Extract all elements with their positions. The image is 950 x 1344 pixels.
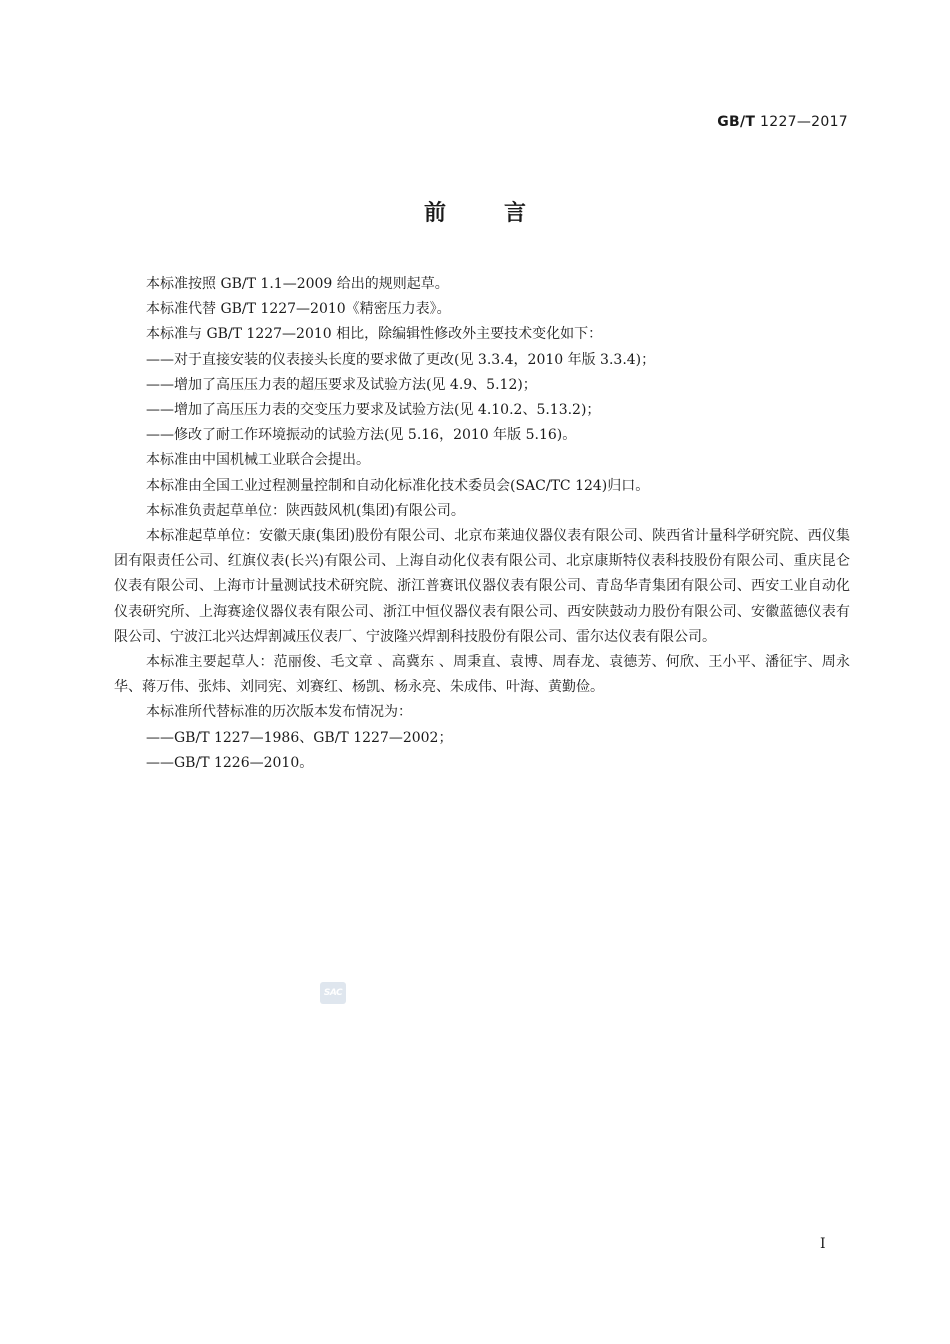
paragraph: 本标准负责起草单位：陕西鼓风机(集团)有限公司。: [146, 502, 465, 519]
standard-code: 1227—2017: [760, 114, 848, 130]
paragraph: 本标准由全国工业过程测量控制和自动化标准化技术委员会(SAC/TC 124)归口。: [146, 477, 650, 494]
standard-prefix: GB/T: [717, 114, 756, 130]
page-title: 前言: [423, 201, 584, 226]
paragraph: 本标准代替 GB/T 1227—2010《精密压力表》。: [146, 301, 451, 318]
sac-watermark-logo: SAC: [320, 982, 346, 1004]
paragraph: 本标准按照 GB/T 1.1—2009 给出的规则起草。: [146, 276, 449, 292]
drafting-units: 本标准起草单位：安徽天康(集团)股份有限公司、北京布莱迪仪器仪表有限公司、陕西省计量科学研究院、西仪集团有限责任公司、红旗仪表(长兴)有限公司、上海自动化仪表有限公司、北京康斯特仪表科技股份有限公司、重庆昆仑仪表有限公司、上海市计量测试技术研究院、浙江普赛讯仪器仪表有限公司、青岛华青集团有限公司、西安工业自动化仪表研究所、上海赛途仪器仪表有限公司、浙江中恒仪器仪表有限公司、西安陕鼓动力股份有限公司、安徽蓝德仪表有限公司、宁波江北兴达焊割减压仪表厂、宁波隆兴焊割科技股份有限公司、雷尔达仪表有限公司。: [114, 528, 850, 645]
main-drafters: 本标准主要起草人：范丽俊、毛文章 、高冀东 、周秉直、袁博、周春龙、袁德芳、何欣、王小平、潘征宇、周永华、蒋万伟、张炜、刘同宪、刘赛红、杨凯、杨永亮、朱成伟、叶海、黄勤俭。: [114, 654, 850, 696]
history-item: ——GB/T 1227—1986、GB/T 1227—2002；: [146, 729, 453, 746]
page-number: I: [820, 1236, 826, 1252]
change-item: ——修改了耐工作环境振动的试验方法(见 5.16，2010 年版 5.16)。: [146, 427, 577, 444]
standard-number: [717, 114, 848, 130]
change-item: ——增加了高压压力表的超压要求及试验方法(见 4.9、5.12)；: [146, 376, 537, 393]
history-item: ——GB/T 1226—2010。: [146, 754, 314, 771]
change-item: ——增加了高压压力表的交变压力要求及试验方法(见 4.10.2、5.13.2)；: [146, 402, 601, 419]
foreword-body: [114, 272, 850, 776]
paragraph: 本标准与 GB/T 1227—2010 相比，除编辑性修改外主要技术变化如下：: [146, 326, 603, 343]
paragraph: 本标准由中国机械工业联合会提出。: [146, 452, 370, 469]
change-item: ——对于直接安装的仪表接头长度的要求做了更改(见 3.3.4，2010 年版 3.3.4)；: [146, 351, 656, 368]
paragraph: 本标准所代替标准的历次版本发布情况为：: [146, 704, 412, 721]
